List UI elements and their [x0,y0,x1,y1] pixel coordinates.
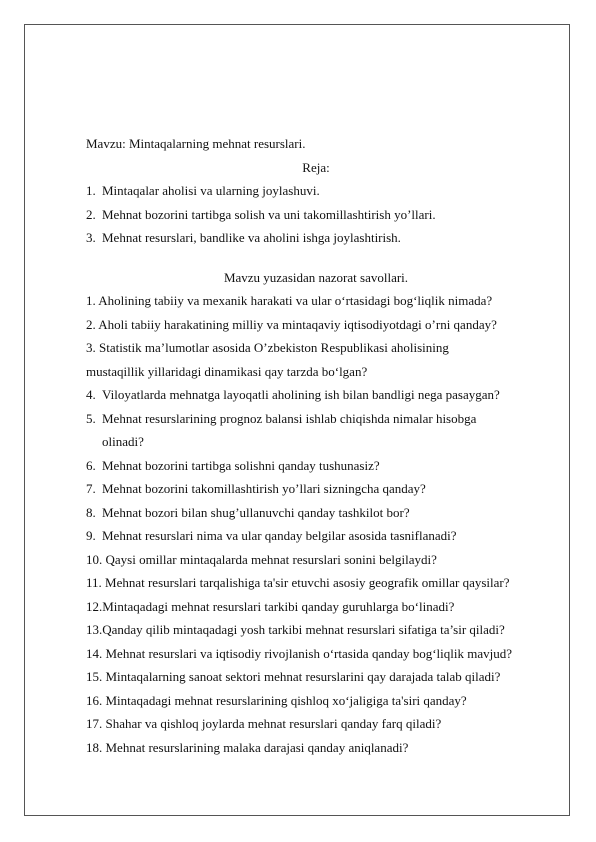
question-item [86,524,546,548]
question-text: Mehnat resurslarining prognoz balansi ishlab chiqishda nimalar hisobga [102,410,477,426]
question-item [86,454,546,478]
question-text: Viloyatlarda mehnatga layoqatli aholining ish bilan bandligi nega pasaygan? [102,387,500,402]
questions-title: Mavzu yuzasidan nazorat savollari. [223,269,409,285]
question-item-continuation: mustaqillik yillaridagi dinamikasi qay tarzda bo‘lgan? [86,363,368,379]
question-item: 11. Mehnat resurslari tarqalishiga ta'sir etuvchi asosiy geografik omillar qaysilar? [86,575,510,590]
question-text: Mehnat bozorini tartibga solishni qanday tushunasiz? [102,457,380,473]
document-body [86,132,546,759]
plan-title: Reja: [302,159,330,175]
plan-item [86,179,546,203]
plan-item [86,203,546,227]
question-number: 6. [86,457,96,473]
question-item: 13.Qanday qilib mintaqadagi yosh tarkibi mehnat resurslari sifatiga ta’sir qiladi? [86,622,505,637]
question-number: 8. [86,504,96,520]
plan-item-number: 1. [86,183,96,198]
plan-item [86,226,546,250]
plan-item-number: 2. [86,206,96,222]
section-gap [86,250,546,266]
question-item: 1. Aholining tabiiy va mexanik harakati va ular o‘rtasidagi bog‘liqlik nimada? [86,293,493,308]
question-item [86,407,546,431]
question-item: 15. Mintaqalarning sanoat sektori mehnat resurslarini qay darajada talab qiladi? [86,669,501,684]
question-item: 17. Shahar va qishloq joylarda mehnat resurslari qanday farq qiladi? [86,716,442,731]
question-text: Mehnat resurslari nima va ular qanday belgilar asosida tasniflanadi? [102,528,457,543]
question-item [86,477,546,501]
question-item: 10. Qaysi omillar mintaqalarda mehnat resurslari sonini belgilaydi? [86,551,437,567]
question-item [86,501,546,525]
topic-heading: Mavzu: Mintaqalarning mehnat resurslari. [86,136,306,151]
plan-item-number: 3. [86,230,96,245]
question-number: 4. [86,387,96,402]
question-number: 9. [86,528,96,543]
question-text: Mehnat bozorini takomillashtirish yo’llari sizningcha qanday? [102,481,426,496]
question-item: 12.Mintaqadagi mehnat resurslari tarkibi qanday guruhlarga bo‘linadi? [86,598,455,614]
question-number: 7. [86,481,96,496]
question-item: 2. Aholi tabiiy harakatining milliy va mintaqaviy iqtisodiyotdagi o’rni qanday? [86,316,497,332]
question-number: 5. [86,410,96,426]
question-item [86,383,546,407]
plan-item-text: Mehnat resurslari, bandlike va aholini ishga joylashtirish. [102,230,401,245]
plan-item-text: Mehnat bozorini tartibga solish va uni takomillashtirish yo’llari. [102,206,436,222]
question-text: Mehnat bozori bilan shug’ullanuvchi qanday tashkilot bor? [102,504,410,520]
question-item: 3. Statistik ma’lumotlar asosida O’zbekiston Respublikasi aholisining [86,340,449,355]
plan-item-text: Mintaqalar aholisi va ularning joylashuvi. [102,183,320,198]
question-item: 18. Mehnat resurslarining malaka darajasi qanday aniqlanadi? [86,739,409,755]
question-item: 14. Mehnat resurslari va iqtisodiy rivojlanish o‘rtasida qanday bog‘liqlik mavjud? [86,645,513,661]
question-item: 16. Mintaqadagi mehnat resurslarining qishloq xo‘jaligiga ta'siri qanday? [86,692,467,708]
question-item-continuation: olinadi? [102,434,144,449]
